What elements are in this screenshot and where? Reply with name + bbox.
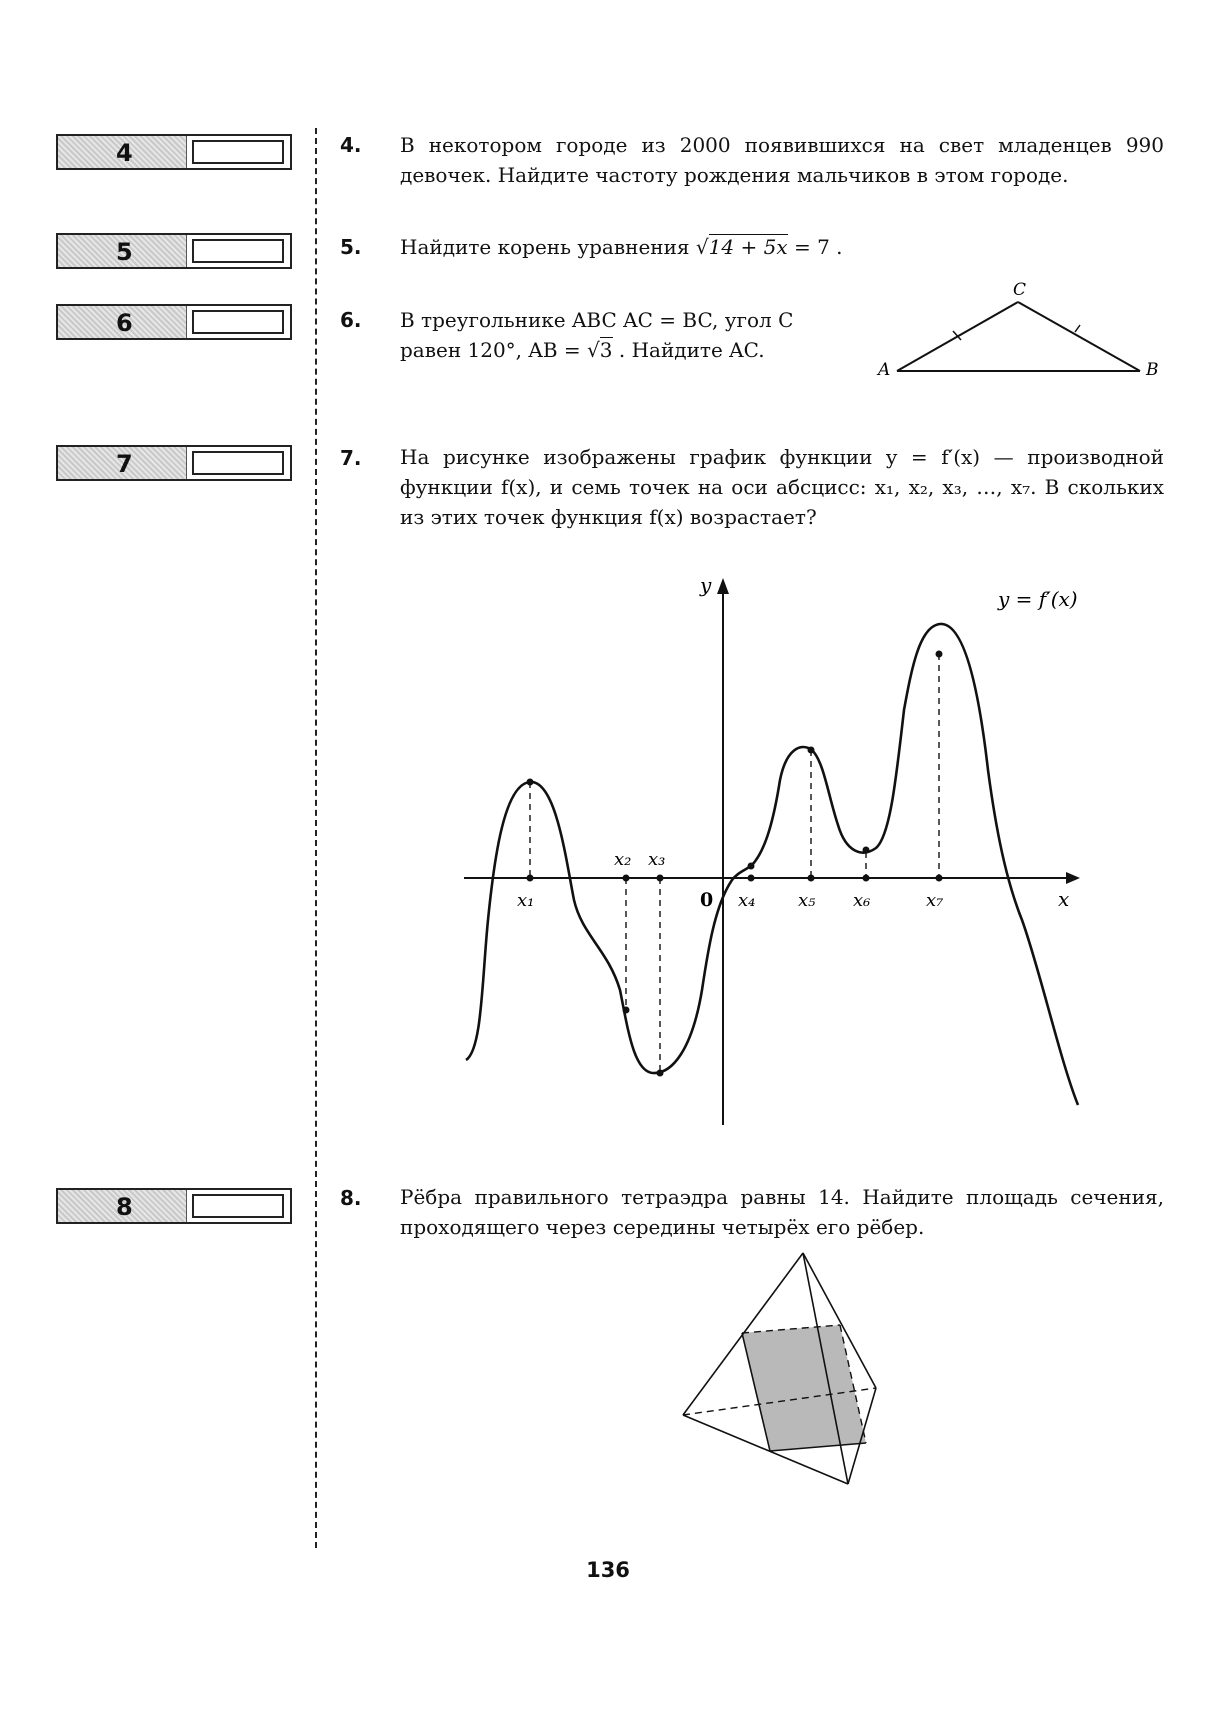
answer-box-number: 6	[116, 309, 133, 337]
page-number: 136	[586, 1558, 630, 1582]
cross-section-square	[742, 1325, 866, 1451]
answer-box-number: 7	[116, 450, 133, 478]
point-label-x1: x₁	[517, 890, 535, 911]
sqrt-symbol: √	[587, 338, 600, 362]
point-label-x5: x₅	[798, 890, 816, 911]
point-label-x6: x₆	[853, 890, 871, 911]
curve-label: y = f′(x)	[998, 587, 1078, 611]
problem-5-number: 5.	[340, 235, 362, 259]
y-axis-label: y	[700, 573, 712, 597]
problem-4-number: 4.	[340, 133, 362, 157]
x-axis-label: x	[1058, 887, 1070, 911]
vertex-label-a: A	[878, 360, 891, 380]
problem-7-text: На рисунке изображены график функции y = f′(x) — производной функции f(x), и семь точек на оси абсцисс: x₁, x₂, x₃, …, x₇. В скольких из этих точек функция f(x) возрастает?	[400, 445, 1164, 529]
problem-5-radicand: 14 + 5x	[708, 235, 788, 259]
problem-8-text: Рёбра правильного тетраэдра равны 14. Найдите площадь сечения, проходящего через середины четырёх его рёбер.	[400, 1185, 1164, 1239]
point-label-x2: x₂	[614, 849, 632, 870]
problem-6-line-1: В треугольнике ABC AC = BC, угол C	[400, 308, 794, 332]
origin-label: 0	[700, 889, 714, 911]
answer-box-number: 8	[116, 1193, 133, 1221]
problem-5-prefix: Найдите корень уравнения	[400, 235, 696, 259]
sqrt-symbol: √	[695, 235, 709, 259]
answer-box-number: 4	[116, 139, 133, 167]
vertex-label-b: B	[1146, 360, 1159, 380]
point-label-x7: x₇	[926, 890, 944, 911]
problem-5-equation-tail: = 7 .	[787, 235, 843, 259]
problem-6-line-2-end: . Найдите AC.	[612, 338, 765, 362]
point-label-x4: x₄	[738, 890, 756, 911]
problem-4-text: В некотором городе из 2000 появившихся на свет младенцев 990 девочек. Найдите частоту рождения мальчиков в этом городе.	[400, 133, 1164, 187]
problem-6-number: 6.	[340, 308, 362, 332]
answer-box-number: 5	[116, 238, 133, 266]
problem-7-number: 7.	[340, 446, 362, 470]
problem-6-line-2-start: равен 120°, AB =	[400, 338, 588, 362]
vertex-label-c: C	[1013, 280, 1027, 300]
point-label-x3: x₃	[648, 849, 666, 870]
problem-6-radicand: 3	[599, 338, 613, 362]
problem-8-number: 8.	[340, 1186, 362, 1210]
